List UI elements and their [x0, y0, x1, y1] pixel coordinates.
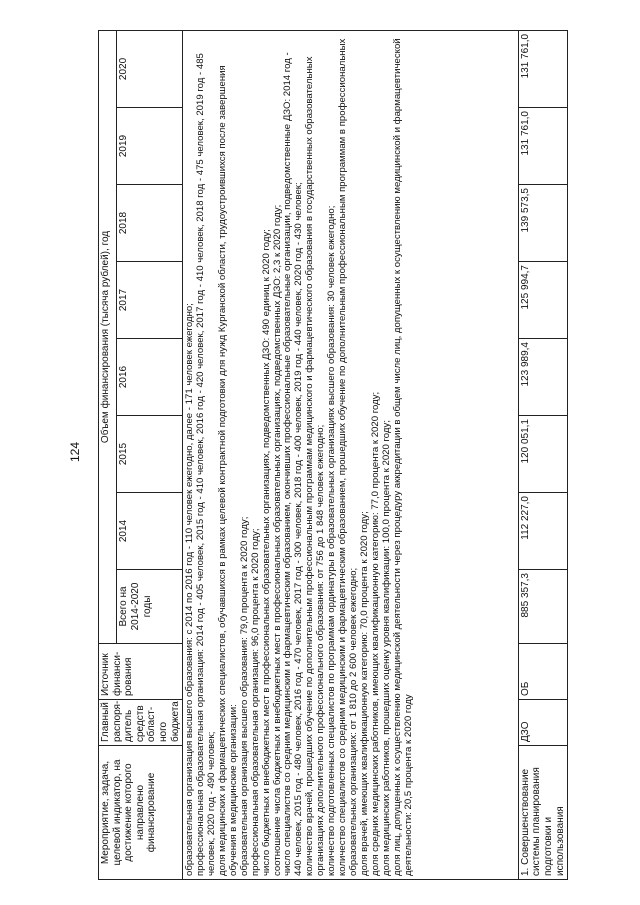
row-admin: ДЗО [518, 700, 567, 746]
header-year-2014: 2014 [117, 493, 183, 570]
description-line: профессиональная образовательная организация: 96,0 процента к 2020 году; [249, 528, 261, 876]
description-line: доля средних медицинских работников, имеющих квалификационную категорию: 77,0 процента к 2020 году; [369, 391, 381, 876]
row-value-2014: 112 227,0 [518, 493, 567, 570]
description-line: доля медицинских и фармацевтических специалистов, обучавшихся в рамках целевой контрактной подготовки для нужд Курганской области, трудоустроившихся после завершения обучения в медицинские организации: [216, 65, 239, 876]
table-row [518, 30, 567, 879]
row-source: ОБ [518, 644, 567, 700]
header-year-2016: 2016 [117, 339, 183, 416]
row-value-2019: 131 761,0 [518, 108, 567, 185]
description-line: число специалистов со средним медицинским и фармацевтическим образованием, окончивших профессиональные образовательные организации, подведомственные ДЗО: 2014 год - 440 человек, 2015 год - 480 человек, 2016 год - 470 человек, 2017 год - 300 человек, 2018 год - 400 человек, 2019 год - 440 человек, 2020 год - 430 человек; [282, 52, 305, 876]
indicator-description [183, 30, 519, 879]
description-line: доля врачей, имеющих квалификационную категорию: 70,0 процента к 2020 году; [358, 511, 370, 876]
header-year-2018: 2018 [117, 185, 183, 262]
row-value-2015: 120 051,1 [518, 416, 567, 493]
description-line: образовательная организация высшего образования: 79,0 процента к 2020 году; [238, 516, 250, 876]
row-total: 885 357,3 [518, 570, 567, 644]
header-year-2020: 2020 [117, 30, 183, 107]
header-year-2015: 2015 [117, 416, 183, 493]
description-line: доля медицинских работников, прошедших оценку уровня квалификации: 100,0 процента к 2020 году; [380, 420, 392, 876]
header-total: Всего на 2014-2020 годы [117, 570, 183, 644]
header-source: Источник финанси-рования [99, 644, 183, 700]
row-value-2020: 131 761,0 [518, 30, 567, 107]
rotated-page [98, 30, 566, 880]
row-measure: 1. Совершенствование системы планирования подготовки и использования [518, 746, 567, 880]
header-funding-group: Объем финансирования (тысяча рублей), год [99, 30, 117, 643]
description-line: профессиональная образовательная организация: 2014 год - 405 человек, 2015 год - 410 человек, 2016 год - 420 человек, 2017 год - 410 человек, 2018 год - 475 человек, 2019 год - 485 человек, 2020 год - 490 человек; [195, 53, 217, 876]
row-value-2018: 139 573,5 [518, 185, 567, 262]
description-line: количество специалистов со средним медицинским и фармацевтическим образованием, прошедших обучение по дополнительным профессиональным программам в профессиональных образовательных организациях: от 1 810 до 2 600 человек ежегодно; [337, 38, 359, 876]
description-line: число бюджетных и внебюджетных мест в профессиональных образовательных организациях, подведомственных ДЗО: 490 единиц к 2020 году; [260, 229, 272, 876]
header-measure: Мероприятие, задача, целевой индикатор, на достижение которого направлено финансирование [99, 746, 183, 880]
description-line: количество подготовленных специалистов по программам ординатуры в образовательных организациях высшего образования: 30 человек ежегодно; [326, 205, 338, 876]
header-year-2017: 2017 [117, 262, 183, 339]
description-line: образовательная организация высшего образования: с 2014 по 2016 год - 110 человек ежегодно, далее - 171 человек ежегодно; [184, 303, 196, 876]
description-line: соотношение числа бюджетных и внебюджетных мест в профессиональных образовательных организациях, подведомственных ДЗО: 2,3 к 2020 году; [271, 204, 283, 876]
header-year-2019: 2019 [117, 108, 183, 185]
funding-table [98, 30, 568, 880]
description-line: доля лиц, допущенных к осуществлению медицинской деятельности через процедуру аккредитации в общем числе лиц, допущенных к осуществлению медицинской и фармацевтической деятельности: 20,5 процента к 2020 году [391, 38, 414, 876]
header-admin: Главный распоря-дитель средств област-ного бюджета [99, 700, 183, 746]
row-value-2017: 125 994,7 [518, 262, 567, 339]
description-line: количество врачей, прошедших обучение по дополнительным профессиональным программам медицинского и фармацевтического образования в государственных образовательных организациях дополнительного профессионального образования: от 756 до 1 848 человек ежегодно; [304, 56, 327, 876]
page-number: 124 [68, 441, 82, 463]
row-value-2016: 123 989,4 [518, 339, 567, 416]
